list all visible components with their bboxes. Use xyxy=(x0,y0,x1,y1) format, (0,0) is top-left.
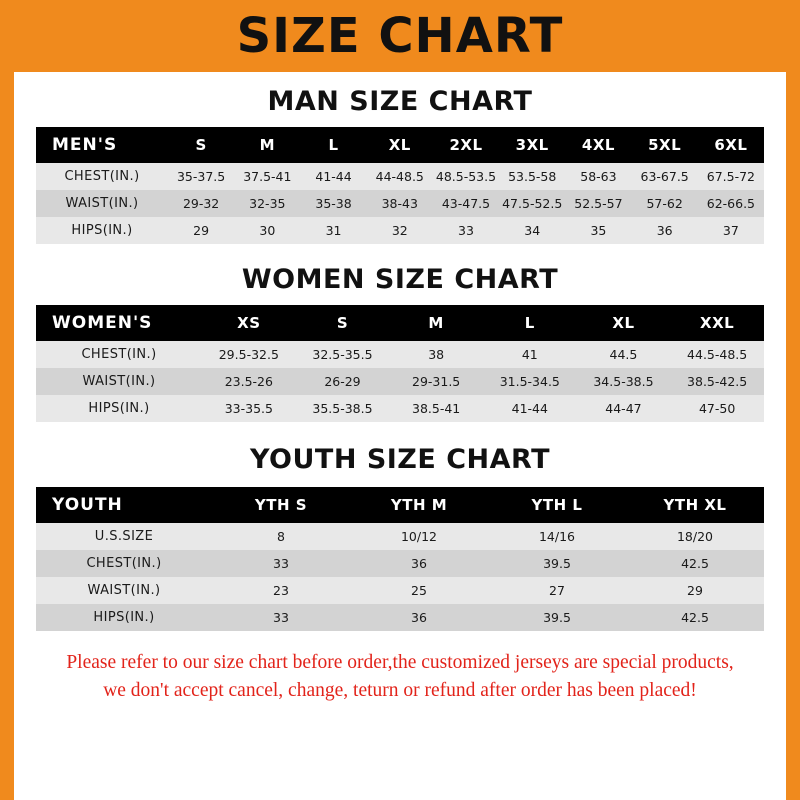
youth-row-0-val-2: 14/16 xyxy=(488,523,626,550)
women-row-1-val-3: 31.5-34.5 xyxy=(483,368,577,395)
man-table-body xyxy=(36,163,764,244)
man-row-2-val-2: 31 xyxy=(300,217,366,244)
table-row xyxy=(36,577,764,604)
youth-row-2-val-1: 25 xyxy=(350,577,488,604)
women-row-2-val-5: 47-50 xyxy=(670,395,764,422)
man-size-table xyxy=(36,127,764,244)
women-row-1-label: WAIST(IN.) xyxy=(36,368,202,395)
man-row-1-val-3: 38-43 xyxy=(367,190,433,217)
man-row-1-val-0: 29-32 xyxy=(168,190,234,217)
table-header-row xyxy=(36,305,764,341)
table-row xyxy=(36,395,764,422)
man-col-7: 5XL xyxy=(632,127,698,163)
women-row-0-val-5: 44.5-48.5 xyxy=(670,341,764,368)
man-row-1-label: WAIST(IN.) xyxy=(36,190,168,217)
man-row-2-val-4: 33 xyxy=(433,217,499,244)
table-header-row xyxy=(36,487,764,523)
man-row-1-val-6: 52.5-57 xyxy=(565,190,631,217)
man-row-2-val-1: 30 xyxy=(234,217,300,244)
man-row-1-val-8: 62-66.5 xyxy=(698,190,764,217)
man-row-2-val-7: 36 xyxy=(632,217,698,244)
women-col-0: XS xyxy=(202,305,296,341)
man-col-4: 2XL xyxy=(433,127,499,163)
youth-row-1-val-3: 42.5 xyxy=(626,550,764,577)
women-row-1-val-1: 26-29 xyxy=(296,368,390,395)
youth-col-3: YTH XL xyxy=(626,487,764,523)
women-col-2: M xyxy=(389,305,483,341)
man-col-1: M xyxy=(234,127,300,163)
table-header-row xyxy=(36,127,764,163)
youth-size-table xyxy=(36,487,764,631)
table-row xyxy=(36,163,764,190)
women-row-1-val-0: 23.5-26 xyxy=(202,368,296,395)
man-col-0: S xyxy=(168,127,234,163)
man-row-0-val-4: 48.5-53.5 xyxy=(433,163,499,190)
women-row-1-val-4: 34.5-38.5 xyxy=(577,368,671,395)
youth-row-0-label: U.S.SIZE xyxy=(36,523,212,550)
women-row-0-val-0: 29.5-32.5 xyxy=(202,341,296,368)
man-row-0-val-5: 53.5-58 xyxy=(499,163,565,190)
youth-table-corner: YOUTH xyxy=(36,487,212,523)
women-row-2-val-2: 38.5-41 xyxy=(389,395,483,422)
women-section-title: WOMEN SIZE CHART xyxy=(241,264,559,295)
women-row-0-label: CHEST(IN.) xyxy=(36,341,202,368)
man-row-1-val-7: 57-62 xyxy=(632,190,698,217)
women-row-2-val-0: 33-35.5 xyxy=(202,395,296,422)
women-row-0-val-3: 41 xyxy=(483,341,577,368)
women-row-1-val-2: 29-31.5 xyxy=(389,368,483,395)
women-row-2-val-1: 35.5-38.5 xyxy=(296,395,390,422)
youth-table-header xyxy=(36,487,764,523)
man-row-1-val-4: 43-47.5 xyxy=(433,190,499,217)
youth-row-1-val-2: 39.5 xyxy=(488,550,626,577)
man-col-2: L xyxy=(300,127,366,163)
youth-row-3-val-2: 39.5 xyxy=(488,604,626,631)
man-row-2-label: HIPS(IN.) xyxy=(36,217,168,244)
man-col-6: 4XL xyxy=(565,127,631,163)
women-row-2-val-3: 41-44 xyxy=(483,395,577,422)
women-row-2-label: HIPS(IN.) xyxy=(36,395,202,422)
women-col-5: XXL xyxy=(670,305,764,341)
women-row-1-val-5: 38.5-42.5 xyxy=(670,368,764,395)
man-row-0-val-0: 35-37.5 xyxy=(168,163,234,190)
man-table-header xyxy=(36,127,764,163)
youth-row-0-val-3: 18/20 xyxy=(626,523,764,550)
women-table-body xyxy=(36,341,764,422)
content xyxy=(14,72,786,706)
table-row xyxy=(36,368,764,395)
table-row xyxy=(36,190,764,217)
man-table-corner: MEN'S xyxy=(36,127,168,163)
man-row-0-label: CHEST(IN.) xyxy=(36,163,168,190)
youth-row-1-val-0: 33 xyxy=(212,550,350,577)
notice-line-1: Please refer to our size chart before order,the customized jerseys are special products, xyxy=(66,652,734,673)
man-row-2-val-3: 32 xyxy=(367,217,433,244)
man-row-1-val-5: 47.5-52.5 xyxy=(499,190,565,217)
women-row-2-val-4: 44-47 xyxy=(577,395,671,422)
youth-section-title: YOUTH SIZE CHART xyxy=(249,444,551,475)
man-row-1-val-2: 35-38 xyxy=(300,190,366,217)
youth-row-2-val-0: 23 xyxy=(212,577,350,604)
table-row xyxy=(36,523,764,550)
man-row-0-val-3: 44-48.5 xyxy=(367,163,433,190)
man-row-2-val-8: 37 xyxy=(698,217,764,244)
man-row-1-val-1: 32-35 xyxy=(234,190,300,217)
man-section-title: MAN SIZE CHART xyxy=(267,86,533,117)
table-row xyxy=(36,550,764,577)
man-row-0-val-7: 63-67.5 xyxy=(632,163,698,190)
man-col-3: XL xyxy=(367,127,433,163)
youth-row-0-val-0: 8 xyxy=(212,523,350,550)
women-table-corner: WOMEN'S xyxy=(36,305,202,341)
youth-row-1-label: CHEST(IN.) xyxy=(36,550,212,577)
page-title: SIZE CHART xyxy=(236,8,564,64)
youth-row-3-val-3: 42.5 xyxy=(626,604,764,631)
women-size-table xyxy=(36,305,764,422)
notice-line-2: we don't accept cancel, change, teturn or refund after order has been placed! xyxy=(103,680,697,702)
youth-col-1: YTH M xyxy=(350,487,488,523)
women-col-3: L xyxy=(483,305,577,341)
notice xyxy=(36,631,764,706)
man-row-0-val-6: 58-63 xyxy=(565,163,631,190)
man-row-0-val-2: 41-44 xyxy=(300,163,366,190)
youth-row-2-val-2: 27 xyxy=(488,577,626,604)
man-col-5: 3XL xyxy=(499,127,565,163)
banner xyxy=(14,0,786,72)
youth-row-3-val-1: 36 xyxy=(350,604,488,631)
man-row-2-val-6: 35 xyxy=(565,217,631,244)
women-col-1: S xyxy=(296,305,390,341)
youth-table-body xyxy=(36,523,764,631)
table-row xyxy=(36,217,764,244)
women-col-4: XL xyxy=(577,305,671,341)
youth-col-0: YTH S xyxy=(212,487,350,523)
man-row-2-val-5: 34 xyxy=(499,217,565,244)
man-row-0-val-1: 37.5-41 xyxy=(234,163,300,190)
women-row-0-val-4: 44.5 xyxy=(577,341,671,368)
women-table-header xyxy=(36,305,764,341)
youth-row-3-val-0: 33 xyxy=(212,604,350,631)
youth-row-2-label: WAIST(IN.) xyxy=(36,577,212,604)
man-row-0-val-8: 67.5-72 xyxy=(698,163,764,190)
youth-row-3-label: HIPS(IN.) xyxy=(36,604,212,631)
table-row xyxy=(36,341,764,368)
youth-row-0-val-1: 10/12 xyxy=(350,523,488,550)
youth-row-2-val-3: 29 xyxy=(626,577,764,604)
women-row-0-val-1: 32.5-35.5 xyxy=(296,341,390,368)
man-col-8: 6XL xyxy=(698,127,764,163)
man-row-2-val-0: 29 xyxy=(168,217,234,244)
table-row xyxy=(36,604,764,631)
youth-col-2: YTH L xyxy=(488,487,626,523)
women-row-0-val-2: 38 xyxy=(389,341,483,368)
youth-row-1-val-1: 36 xyxy=(350,550,488,577)
